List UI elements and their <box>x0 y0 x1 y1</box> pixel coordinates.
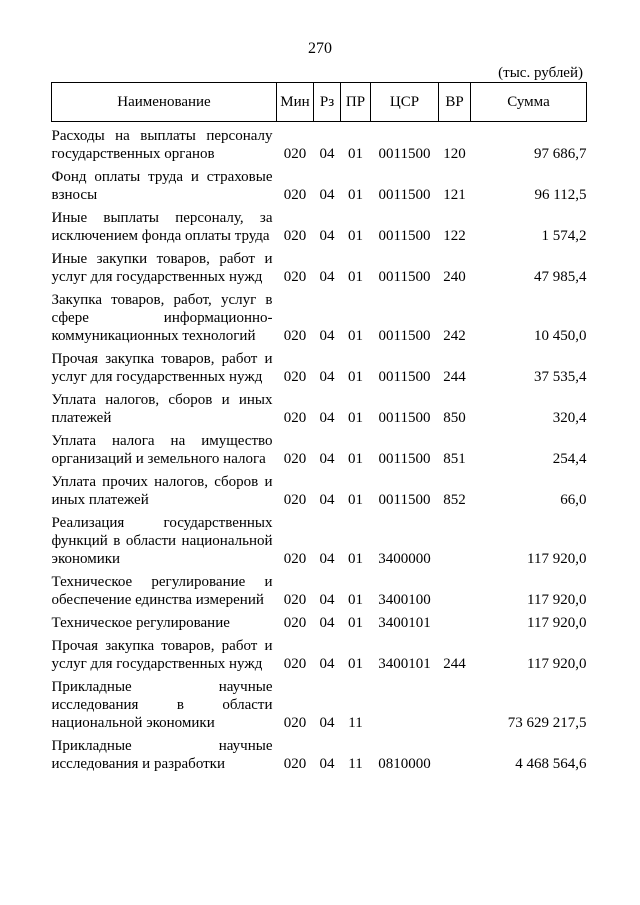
row-sum: 4 468 564,6 <box>515 756 587 772</box>
row-vr: 850 <box>443 410 466 426</box>
row-min: 020 <box>283 756 307 772</box>
row-name: Прочая закупка товаров, работ и услуг для государственных нужд <box>51 638 273 672</box>
row-name: Уплата прочих налогов, сборов и иных платежей <box>51 474 273 508</box>
table-row <box>52 427 587 468</box>
row-min: 020 <box>283 187 307 203</box>
row-pr: 01 <box>348 328 363 344</box>
table-row <box>52 163 587 204</box>
header-sum: Сумма <box>471 83 587 122</box>
table-row <box>52 732 587 773</box>
row-vr: 852 <box>443 492 466 508</box>
row-csr: 3400101 <box>378 615 431 631</box>
row-name: Иные выплаты персоналу, за исключением фонда оплаты труда <box>51 210 273 244</box>
row-rz: 04 <box>319 369 335 385</box>
row-vr: 244 <box>443 369 466 385</box>
row-sum: 320,4 <box>552 410 587 426</box>
row-vr <box>439 509 471 568</box>
row-csr: 0011500 <box>378 269 431 285</box>
table-row <box>52 632 587 673</box>
row-name: Техническое регулирование <box>51 615 230 631</box>
row-min: 020 <box>283 551 307 567</box>
row-min: 020 <box>283 269 307 285</box>
table-row <box>52 345 587 386</box>
row-name: Техническое регулирование и обеспечение единства измерений <box>51 574 273 608</box>
row-csr: 0011500 <box>378 410 431 426</box>
table-row <box>52 204 587 245</box>
row-csr: 0011500 <box>378 228 431 244</box>
row-sum: 66,0 <box>560 492 587 508</box>
row-vr: 240 <box>443 269 466 285</box>
row-csr: 0011500 <box>378 187 431 203</box>
row-vr <box>439 568 471 609</box>
table-row <box>52 386 587 427</box>
table-row <box>52 673 587 732</box>
row-sum: 117 920,0 <box>527 615 587 631</box>
row-sum: 96 112,5 <box>534 187 587 203</box>
row-rz: 04 <box>319 410 335 426</box>
row-sum: 73 629 217,5 <box>507 715 587 731</box>
row-min: 020 <box>283 410 307 426</box>
row-sum: 117 920,0 <box>527 592 587 608</box>
row-csr: 0011500 <box>378 451 431 467</box>
row-pr: 01 <box>348 656 363 672</box>
row-sum: 37 535,4 <box>534 369 587 385</box>
row-min: 020 <box>283 146 307 162</box>
row-pr: 01 <box>348 187 363 203</box>
row-min: 020 <box>283 715 307 731</box>
row-rz: 04 <box>319 146 335 162</box>
row-name: Реализация государственных функций в области национальной экономики <box>51 515 273 567</box>
row-rz: 04 <box>319 451 335 467</box>
header-rz: Рз <box>314 83 341 122</box>
row-name: Прикладные научные исследования и разработки <box>51 738 273 772</box>
row-rz: 04 <box>319 269 335 285</box>
row-sum: 10 450,0 <box>534 328 587 344</box>
row-pr: 01 <box>348 269 363 285</box>
row-name: Прочая закупка товаров, работ и услуг для государственных нужд <box>51 351 273 385</box>
row-vr: 851 <box>443 451 466 467</box>
row-pr: 01 <box>348 410 363 426</box>
header-min: Мин <box>277 83 314 122</box>
row-min: 020 <box>283 228 307 244</box>
row-csr: 0011500 <box>378 146 431 162</box>
row-vr: 242 <box>443 328 466 344</box>
row-csr <box>371 673 439 732</box>
units-label: (тыс. рублей) <box>498 65 583 81</box>
table-row <box>52 609 587 632</box>
row-sum: 47 985,4 <box>534 269 587 285</box>
row-sum: 1 574,2 <box>541 228 587 244</box>
header-pr: ПР <box>341 83 371 122</box>
row-vr <box>439 732 471 773</box>
row-name: Фонд оплаты труда и страховые взносы <box>51 169 273 203</box>
row-rz: 04 <box>319 592 335 608</box>
row-csr: 3400000 <box>378 551 431 567</box>
row-rz: 04 <box>319 656 335 672</box>
row-vr: 120 <box>443 146 466 162</box>
row-min: 020 <box>283 451 307 467</box>
table-row <box>52 509 587 568</box>
row-min: 020 <box>283 592 307 608</box>
row-name: Иные закупки товаров, работ и услуг для государственных нужд <box>51 251 273 285</box>
row-name: Уплата налога на имущество организаций и земельного налога <box>51 433 273 467</box>
table-header-row <box>52 83 587 122</box>
row-rz: 04 <box>319 228 335 244</box>
table-row <box>52 568 587 609</box>
row-rz: 04 <box>319 551 335 567</box>
row-csr: 3400100 <box>378 592 431 608</box>
row-rz: 04 <box>319 492 335 508</box>
row-csr: 3400101 <box>378 656 431 672</box>
row-csr: 0810000 <box>378 756 431 772</box>
row-vr: 244 <box>443 656 466 672</box>
row-min: 020 <box>283 656 307 672</box>
row-pr: 01 <box>348 369 363 385</box>
header-csr: ЦСР <box>371 83 439 122</box>
table-row <box>52 286 587 345</box>
row-sum: 117 920,0 <box>527 656 587 672</box>
row-name: Закупка товаров, работ, услуг в сфере информационно-коммуникационных технологий <box>51 292 273 344</box>
row-vr <box>439 609 471 632</box>
row-name: Уплата налогов, сборов и иных платежей <box>51 392 273 426</box>
budget-table <box>51 82 587 773</box>
row-pr: 01 <box>348 492 363 508</box>
header-name: Наименование <box>52 83 277 122</box>
row-pr: 01 <box>348 615 363 631</box>
table-row <box>52 122 587 164</box>
row-rz: 04 <box>319 187 335 203</box>
row-rz: 04 <box>319 615 335 631</box>
header-vr: ВР <box>439 83 471 122</box>
row-pr: 01 <box>348 228 363 244</box>
row-min: 020 <box>283 369 307 385</box>
table-row <box>52 468 587 509</box>
row-rz: 04 <box>319 715 335 731</box>
row-min: 020 <box>283 328 307 344</box>
row-csr: 0011500 <box>378 492 431 508</box>
table-row <box>52 245 587 286</box>
row-name: Расходы на выплаты персоналу государственных органов <box>51 128 273 162</box>
row-min: 020 <box>283 615 307 631</box>
row-vr <box>439 673 471 732</box>
row-sum: 254,4 <box>552 451 587 467</box>
row-sum: 117 920,0 <box>527 551 587 567</box>
row-pr: 01 <box>348 551 363 567</box>
row-csr: 0011500 <box>378 328 431 344</box>
row-pr: 01 <box>348 592 363 608</box>
row-csr: 0011500 <box>378 369 431 385</box>
row-min: 020 <box>283 492 307 508</box>
row-pr: 11 <box>348 715 363 731</box>
row-name: Прикладные научные исследования в области национальной экономики <box>51 679 273 731</box>
page-number: 270 <box>308 40 332 57</box>
row-vr: 121 <box>443 187 466 203</box>
row-sum: 97 686,7 <box>534 146 587 162</box>
row-pr: 01 <box>348 451 363 467</box>
row-vr: 122 <box>443 228 466 244</box>
row-pr: 01 <box>348 146 363 162</box>
row-pr: 11 <box>348 756 363 772</box>
row-rz: 04 <box>319 756 335 772</box>
row-rz: 04 <box>319 328 335 344</box>
